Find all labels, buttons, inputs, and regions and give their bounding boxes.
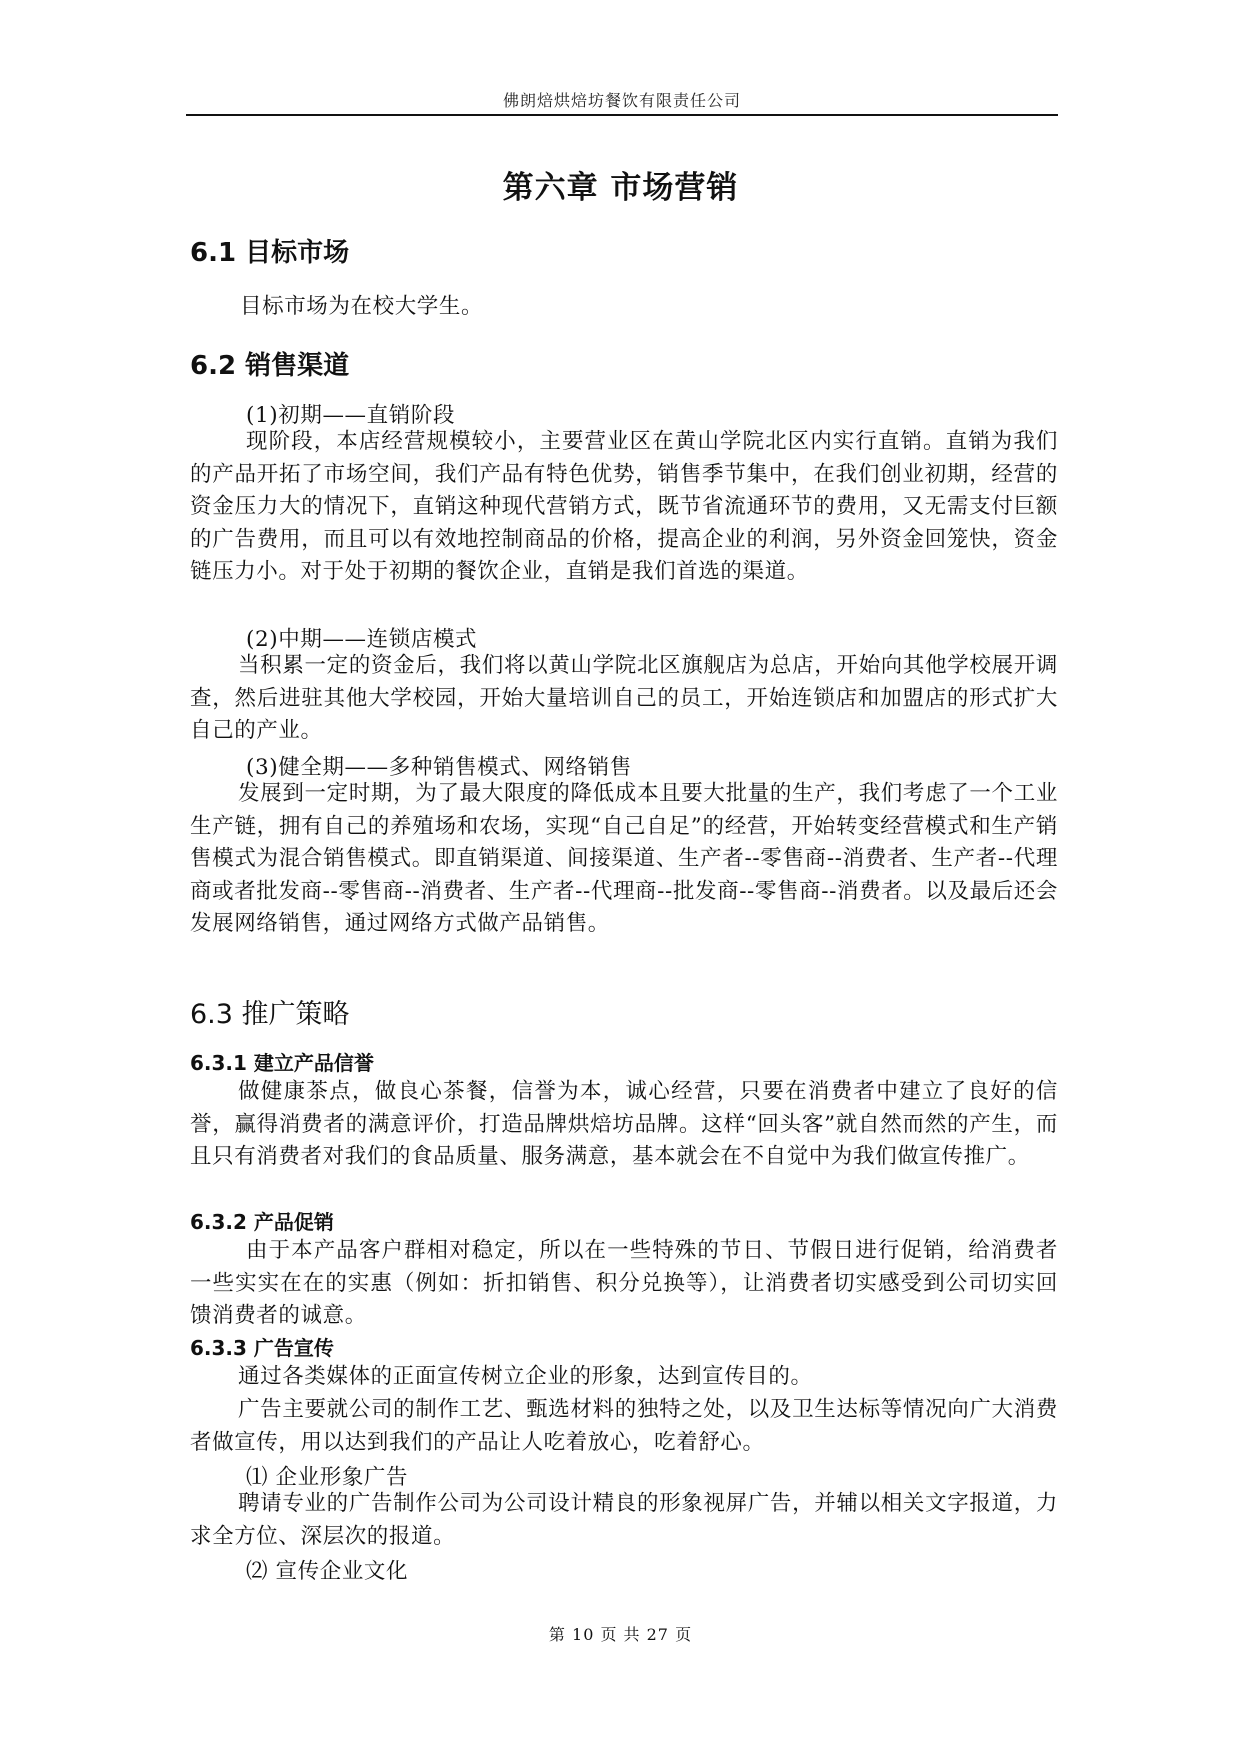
page-header: 佛朗焙烘焙坊餐饮有限责任公司 [502,91,741,110]
subsection-6-3-1-heading: 6.3.1 建立产品信誉 [190,1051,374,1075]
ad-item-1: ⑴ 企业形象广告 [246,1465,409,1490]
subsection-6-3-2-paragraph: 由于本产品客户群相对稳定，所以在一些特殊的节日、节假日进行促销，给消费者一些实实在在的实惠（例如：折扣销售、积分兑换等），让消费者切实感受到公司切实回馈消费者的诚意。 [190,1238,1058,1329]
subsection-6-3-3-paragraph-3: 聘请专业的广告制作公司为公司设计精良的形象视屏广告，并辅以相关文字报道，力求全方位、深层次的报道。 [190,1491,1058,1549]
chapter-title: 第六章 市场营销 [502,170,739,206]
section-6-1-body: 目标市场为在校大学生。 [240,294,484,319]
subsection-6-3-3-heading: 6.3.3 广告宣传 [190,1336,334,1360]
channel-item-3: (3)健全期——多种销售模式、网络销售 [246,755,632,780]
header-divider [186,114,1058,116]
channel-paragraph-2: 当积累一定的资金后，我们将以黄山学院北区旗舰店为总店，开始向其他学校展开调查，然后进驻其他大学校园，开始大量培训自己的员工，开始连锁店和加盟店的形式扩大自己的产业。 [190,653,1058,744]
subsection-6-3-1-paragraph: 做健康茶点，做良心茶餐，信誉为本，诚心经营，只要在消费者中建立了良好的信誉，赢得消费者的满意评价，打造品牌烘焙坊品牌。这样“回头客”就自然而然的产生，而且只有消费者对我们的食品质量、服务满意，基本就会在不自觉中为我们做宣传推广。 [190,1079,1058,1170]
subsection-6-3-2-heading: 6.3.2 产品促销 [190,1210,334,1234]
page-number: 第 10 页 共 27 页 [548,1625,693,1644]
section-6-1-heading: 6.1 目标市场 [190,238,350,268]
subsection-6-3-3-paragraph-1: 通过各类媒体的正面宣传树立企业的形象，达到宣传目的。 [238,1364,813,1389]
ad-item-2: ⑵ 宣传企业文化 [246,1559,409,1584]
channel-paragraph-1: 现阶段，本店经营规模较小，主要营业区在黄山学院北区内实行直销。直销为我们的产品开拓了市场空间，我们产品有特色优势，销售季节集中，在我们创业初期，经营的资金压力大的情况下，直销这种现代营销方式，既节省流通环节的费用，又无需支付巨额的广告费用，而且可以有效地控制商品的价格，提高企业的利润，另外资金回笼快，资金链压力小。对于处于初期的餐饮企业，直销是我们首选的渠道。 [190,429,1058,585]
channel-item-1: (1)初期——直销阶段 [246,403,456,428]
section-6-3-heading: 6.3 推广策略 [190,999,350,1030]
channel-item-2: (2)中期——连锁店模式 [246,627,478,652]
section-6-2-heading: 6.2 销售渠道 [190,351,350,381]
subsection-6-3-3-paragraph-2: 广告主要就公司的制作工艺、甄选材料的独特之处，以及卫生达标等情况向广大消费者做宣传，用以达到我们的产品让人吃着放心，吃着舒心。 [190,1397,1058,1455]
channel-paragraph-3: 发展到一定时期，为了最大限度的降低成本且要大批量的生产，我们考虑了一个工业生产链，拥有自己的养殖场和农场，实现“自己自足”的经营，开始转变经营模式和生产销售模式为混合销售模式。即直销渠道、间接渠道、生产者--零售商--消费者、生产者--代理商或者批发商--零售商--消费者、生产者--代理商--批发商--零售商--消费者。以及最后还会发展网络销售，通过网络方式做产品销售。 [190,781,1058,937]
